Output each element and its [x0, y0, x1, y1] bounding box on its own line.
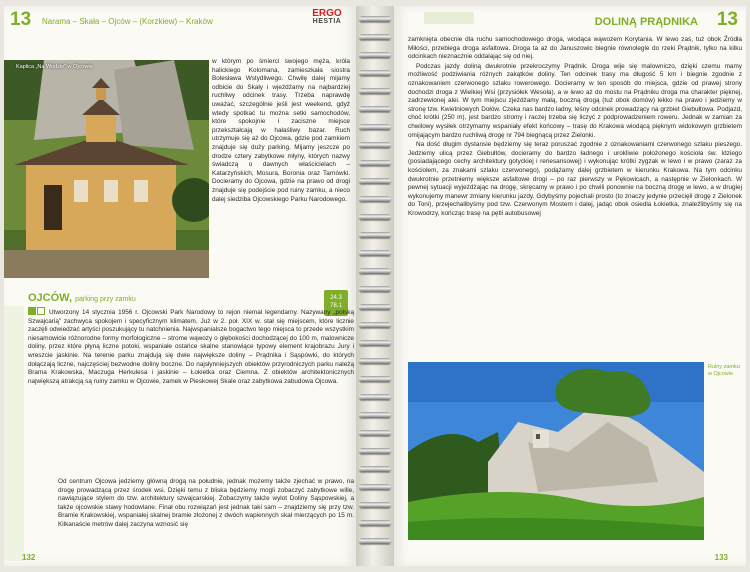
ring	[359, 124, 391, 130]
ring	[359, 106, 391, 112]
ring	[359, 196, 391, 202]
spiral-binding	[356, 6, 394, 566]
ring	[359, 358, 391, 364]
chapel-illustration	[4, 60, 209, 278]
ring	[359, 250, 391, 256]
ring	[359, 484, 391, 490]
ring	[359, 520, 391, 526]
ring	[359, 412, 391, 418]
chapter-number: 13	[10, 9, 32, 30]
margin-shading	[4, 306, 24, 561]
faint-tab	[424, 12, 474, 24]
ring	[359, 502, 391, 508]
right-header	[394, 6, 746, 36]
ring	[359, 268, 391, 274]
left-header	[4, 6, 356, 36]
ring	[359, 52, 391, 58]
distance-value: 24.3	[330, 295, 342, 301]
ring	[359, 448, 391, 454]
page-number-right: 133	[714, 553, 728, 562]
attraction-icons	[28, 307, 46, 318]
mountain-icon	[37, 307, 45, 315]
park-icon	[28, 307, 36, 315]
ring	[359, 376, 391, 382]
right-page	[394, 6, 746, 566]
ring	[359, 70, 391, 76]
chapter-number-right: 13	[716, 9, 738, 30]
ojcow-section-text	[28, 307, 354, 386]
castle-ruins-photo	[408, 362, 704, 540]
distance-total: 78.1	[330, 303, 342, 309]
ring	[359, 322, 391, 328]
ring	[359, 214, 391, 220]
ring	[359, 466, 391, 472]
castle-illustration	[408, 362, 704, 540]
bottom-text: Od centrum Ojcowa jedziemy główną drogą na południe, jednak możemy także zjechać w prawo, na drogę prowadzącą przez środek wsi. Dzięki temu z bliska będziemy mogli zobaczyć zabytkowe wille, nawiązujące stylem do tzw. architektury szwajcarskiej. Zobaczymy także wylot Doliny Sąspowskiej, a także ojcowskie stawy hodowlane. Finał obu rozwiązań jest jednak taki sam – znajdziemy się przy tzw. Bramie Krakowskiej, wspaniałej skalnej bramie złożonej z dwóch wapiennych skał mierzących po 15 m. Kilkanaście metrów dalej zaczyna wznosić się	[58, 478, 354, 528]
page-number-left: 132	[22, 553, 36, 562]
section-header: DOLINĄ PRĄDNIKA	[594, 16, 698, 28]
intro-text: w którym po śmierci swojego męża, króla halickiego Kolomana, zamieszkała siostra Bolesława Wstydliwego. Chwilę dalej mijamy odbicie do Skały i wjeżdżamy na najbardziej ruchliwy odcinek trasy. Trzeba naprawdę uważać, szczególnie jeśli jest weekend, gdyż wtedy spotkać tu można setki samochodów, które spokojnie i zaciszne miejsce przekształcają w hałaśliwy bazar. Ruch utrzymuje się aż do Ojcowa, gdzie pod zamkiem znajduje się duży parking. Mijamy jeszcze po drodze cztery zabytkowe młyny, których nazwy świadczą o dawnych właścicielach – Katarzyńskich, Mosura, Boronia oraz Tarnówki. Docieramy do Ojcowa, gdzie na prawo od drogi znajduje się podejście pod ruiny zamku, a nieco dalej siedziba Ojcowskiego Parku Narodowego.	[212, 58, 350, 203]
ring	[359, 34, 391, 40]
chapel-photo	[4, 60, 209, 278]
ring	[359, 304, 391, 310]
ring	[359, 160, 391, 166]
ergo-hestia-logo	[304, 10, 350, 26]
ring	[359, 16, 391, 22]
logo-line2: HESTIA	[312, 18, 342, 25]
ring	[359, 394, 391, 400]
ring	[359, 142, 391, 148]
logo-line1: ERGO	[312, 8, 342, 19]
paragraph-2: Podczas jazdy doliną dwukrotnie przekroczymy Prądnik. Droga wije się malowniczo, dzięki czemu mamy możliwość podziwiania różnych zakątków doliny. Ten odcinek trasy ma długość 5 km i biegnie zgodnie z oznakowaniem czerwonego szlaku rowerowego. Docieramy w ten sposób do miejsca, gdzie od prawej strony dochodzi droga z Wielkiej Wsi (przysiółek Wesoła), a w lewo aż do mostu na Prądniku droga ma charakter pięknej, zadrzewionej alei. W tym miejscu zjeżdżamy małą, boczną drogą (tuż obok domów) lekko na prawo i jedziemy w stronę tzw. Kwietniowych Dołów. Czeka nas bardzo ładny, leśny odcinek prowadzący na grzbiet Giebułtowa. Podjazd, choć krótki (250 m), jest bardzo stromy i raczej trzeba się liczyć z podprowadzeniem roweru. Jednak w zamian za chwilowy wysiłek otrzymamy wspaniały efekt końcowy – trasę do Krakowa wiodącą pięknym widokowym grzbietem omijającym bardzo ruchliwą drogę nr 794 biegnącą przez Zielonki.	[408, 62, 742, 139]
photo-caption: Kaplica „Na Wodzie” w Ojcowie	[16, 64, 93, 70]
left-page	[4, 6, 356, 566]
ring	[359, 286, 391, 292]
section-title	[28, 292, 352, 304]
paragraph-3: Na dość długim dystansie będziemy się teraz poruszać zgodnie z oznakowaniami czerwonego szlaku pieszego. Jedziemy ulicą przez Giebułtów, docieramy do bardzo ładnego i urokliwie położonego kościoła św. Idziego (posiadającego cechy architektury gotyckiej i renesansowej) i wykonując krótki zygzak w lewo i w prawo (zaraz za kościołem, za znakami szlaku czerwonego), podążamy dalej grzbietem w kierunku Krakowa. Na tym odcinku dwukrotnie przetniemy większe asfaltowe drogi – po raz pierwszy w Pękowicach, a następnie w Zielonkach. W pewnej sytuacji wyjeżdżając na drogę, skręcamy w prawo i po chwili ponownie na boczną drogę w lewo, a w drugiej wykonujemy manewr zmiany kierunku jazdy. Gdybyśmy pojechali prosto (to znaczy jedynie przecięli drogę z Zielonek do Toni), przejechalibyśmy pod tzw. Czerwonym Mostem i dalej, jadąc obok osiedla Łokietka, znaleźlibyśmy się na Krowodrzy, kończąc trasę na pętli autobusowej	[408, 141, 742, 217]
ring	[359, 232, 391, 238]
section-subtitle: parking przy zamku	[75, 296, 136, 303]
section-body: Utworzony 14 stycznia 1956 r. Ojcowski Park Narodowy to rejon niemal legendarny. Nazywany „polską Szwajcarią” zachwyca spokojem i specyficznym klimatem. Już w 2. poł. XIX w. stał się miejscem, które licznie zaczęli odwiedzać artyści poszukujący tu natchnienia. Najwspanialsze bogactwo tego miejsca to przede wszystkim niesamowicie różnorodne formy morfologiczne – strome wąwozy o głębokości dochodzącej do 100 m, malownicze doliny, przez które płyną liczne potoki, wspaniałe ostańce skalne stanowiące typowy element krajobrazu Jury i wreszcie jaskinie. Na terenie parku znajdują się dwie największe doliny – Prądnika i Sąspówki, do których dołączają liczne, najczęściej bezwodne doliny boczne. Do najsłynniejszych obiektów przyrodniczych parku należą Brama Krakowska, Maczuga Herkulesa i jaskinie – Łokietka oraz Ciemna. Z obiektów architektonicznych największą atrakcją są ruiny zamku w Ojcowie, zamek w Pieskowej Skale oraz zabytkowa zabudowa Ojcowa.	[28, 308, 354, 385]
route-title: Narama – Skała – Ojców – (Korzkiew) – Kraków	[42, 17, 213, 26]
paragraph-1: zamknięta obecnie dla ruchu samochodowego droga, wiodąca wąwozem Korytania. W lewo zaś, tuż obok Źródła Miłości, przebiega droga asfaltowa. Droga ta aż do Januszowic biegnie równolegle do rzeki Prądnik, tylko na kilku odcinkach nieznacznie oddalając się od niej.	[408, 36, 742, 61]
section-title-main: OJCÓW,	[28, 292, 73, 304]
photo-caption-right: Ruiny zamku w Ojcowie	[708, 364, 740, 377]
ring	[359, 340, 391, 346]
ring	[359, 538, 391, 544]
right-text	[408, 36, 742, 219]
ring	[359, 178, 391, 184]
ojcow-section-header	[28, 292, 352, 309]
ring	[359, 88, 391, 94]
ring	[359, 430, 391, 436]
